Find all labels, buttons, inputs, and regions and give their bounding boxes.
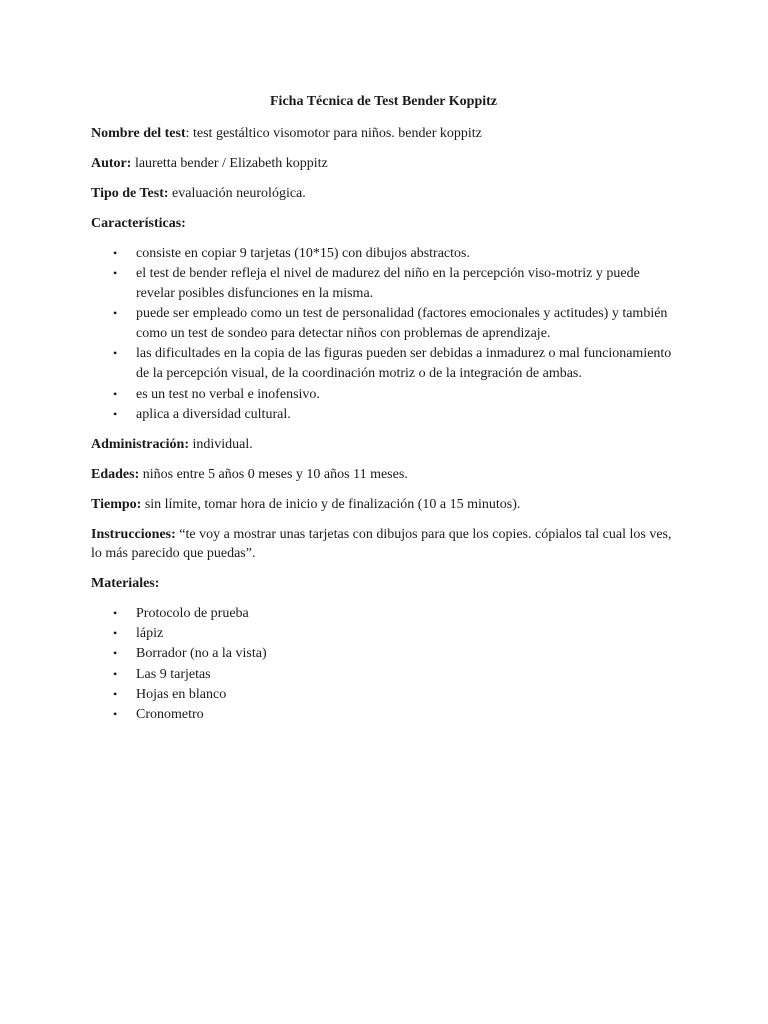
bullet-icon: • bbox=[113, 605, 118, 620]
materiales-list bbox=[91, 604, 676, 725]
list-item bbox=[91, 304, 676, 344]
list-item-text: es un test no verbal e inofensivo. bbox=[136, 386, 320, 402]
bullet-icon: • bbox=[113, 686, 118, 701]
list-item bbox=[91, 264, 676, 304]
field-label: Autor: bbox=[91, 156, 132, 171]
list-item bbox=[91, 624, 676, 644]
list-item-text: aplica a diversidad cultural. bbox=[136, 406, 291, 422]
bullet-icon: • bbox=[113, 666, 118, 681]
caracteristicas-heading: Características: bbox=[91, 216, 186, 231]
field-tiempo bbox=[91, 495, 676, 515]
field-label: Tipo de Test: bbox=[91, 186, 169, 201]
list-item bbox=[91, 685, 676, 705]
list-item bbox=[91, 344, 676, 384]
bullet-icon: • bbox=[113, 386, 118, 401]
bullet-icon: • bbox=[113, 646, 118, 661]
list-item bbox=[91, 665, 676, 685]
bullet-icon: • bbox=[113, 346, 118, 361]
field-value: sin límite, tomar hora de inicio y de finalización (10 a 15 minutos). bbox=[141, 496, 521, 512]
field-label: Administración: bbox=[91, 436, 189, 452]
list-item-text: Protocolo de prueba bbox=[136, 605, 249, 621]
materiales-heading: Materiales: bbox=[91, 575, 160, 591]
caracteristicas-list bbox=[91, 244, 676, 425]
list-item-text: Las 9 tarjetas bbox=[136, 666, 211, 682]
list-item-text: Cronometro bbox=[136, 707, 204, 723]
bullet-icon: • bbox=[113, 266, 118, 281]
field-value: individual. bbox=[189, 436, 253, 452]
field-value: : test gestáltico visomotor para niños. bender koppitz bbox=[185, 126, 482, 141]
list-item-text: consiste en copiar 9 tarjetas (10*15) con dibujos abstractos. bbox=[136, 246, 470, 261]
field-value: lauretta bender / Elizabeth koppitz bbox=[131, 156, 328, 171]
field-label: Tiempo: bbox=[91, 496, 142, 512]
field-instrucciones bbox=[91, 525, 676, 564]
list-item bbox=[91, 644, 676, 664]
list-item bbox=[91, 405, 676, 425]
list-item bbox=[91, 705, 676, 725]
field-label: Edades: bbox=[91, 466, 140, 482]
bullet-icon: • bbox=[113, 406, 118, 421]
field-autor bbox=[91, 154, 676, 174]
list-item-text: puede ser empleado como un test de personalidad (factores emocionales y actitudes) y también como un test de sondeo para detectar niños con problemas de aprendizaje. bbox=[136, 306, 668, 342]
bullet-icon: • bbox=[113, 707, 118, 722]
field-administracion bbox=[91, 435, 676, 455]
list-item-text: Borrador (no a la vista) bbox=[136, 646, 267, 662]
field-edades bbox=[91, 465, 676, 485]
bullet-icon: • bbox=[113, 625, 118, 640]
list-item-text: las dificultades en la copia de las figuras pueden ser debidas a inmadurez o mal funcionamiento de la percepción visual, de la coordinación motriz o de la integración de ambas. bbox=[136, 346, 672, 382]
list-item bbox=[91, 385, 676, 405]
field-tipo-de-test bbox=[91, 184, 676, 204]
field-value: “te voy a mostrar unas tarjetas con dibujos para que los copies. cópialos tal cual los ves, lo más parecido que puedas”. bbox=[91, 526, 672, 562]
list-item bbox=[91, 604, 676, 624]
field-label: Instrucciones: bbox=[91, 526, 176, 542]
field-value: evaluación neurológica. bbox=[168, 186, 306, 201]
document-title: Ficha Técnica de Test Bender Koppitz bbox=[270, 94, 497, 109]
bullet-icon: • bbox=[113, 246, 118, 260]
list-item-text: Hojas en blanco bbox=[136, 686, 227, 702]
list-item bbox=[91, 244, 676, 264]
field-label: Nombre del test bbox=[91, 126, 186, 141]
field-nombre-del-test bbox=[91, 124, 676, 144]
bullet-icon: • bbox=[113, 306, 118, 321]
list-item-text: el test de bender refleja el nivel de madurez del niño en la percepción viso-motriz y puede revelar posibles disfunciones en la misma. bbox=[136, 266, 640, 302]
list-item-text: lápiz bbox=[136, 625, 164, 641]
field-value: niños entre 5 años 0 meses y 10 años 11 meses. bbox=[139, 466, 408, 482]
